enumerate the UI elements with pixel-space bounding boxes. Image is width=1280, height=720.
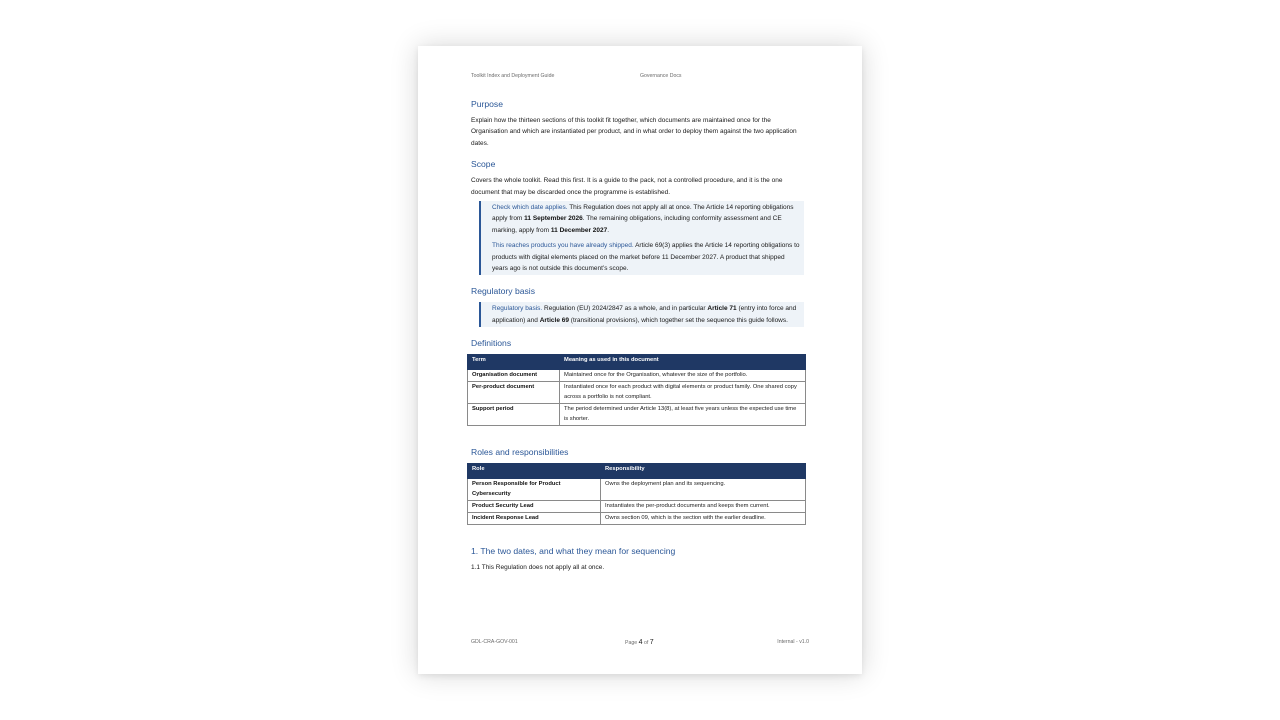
- footer-doc-id: GDL-CRA-GOV-001: [471, 639, 518, 645]
- col-role: Role: [468, 464, 601, 479]
- roles-table: [467, 463, 806, 525]
- header-title: Toolkit Index and Deployment Guide: [471, 73, 555, 79]
- table-row: [468, 370, 806, 382]
- date-callout: Check which date applies. This Regulation does not apply all at once. The Article 14 reporting obligations apply from 11 September 2026. The remaining obligations, including conformity assessment and CE marking, apply from 11 December 2027.: [492, 204, 794, 234]
- regulatory-heading: Regulatory basis: [471, 286, 536, 297]
- document-page: [418, 46, 862, 674]
- page-content: [471, 98, 807, 574]
- table-row: [468, 479, 806, 501]
- definitions-table: [467, 354, 806, 426]
- regulatory-lead: Regulatory basis.: [492, 305, 543, 313]
- date-callout-lead: Check which date applies.: [492, 204, 568, 212]
- date-reporting: 11 September 2026: [524, 215, 583, 223]
- scope-callout: [479, 201, 804, 275]
- col-term: Term: [468, 355, 560, 370]
- shipped-callout: This reaches products you have already shipped. Article 69(3) applies the Article 14 reporting obligations to products with digital elements placed on the market before 11 December 2027. A product that shipped years ago is not outside this document’s scope.: [492, 242, 800, 273]
- regulatory-callout: [479, 302, 804, 327]
- col-meaning: Meaning as used in this document: [560, 355, 806, 370]
- table-row: [468, 382, 806, 404]
- definitions-header-row: [468, 355, 806, 370]
- meaning-cell: The period determined under Article 13(8), at least five years unless the expected use time is shorter.: [560, 404, 806, 426]
- roles-heading: Roles and responsibilities: [471, 447, 569, 458]
- table-row: [468, 501, 806, 513]
- responsibility-cell: Owns section 09, which is the section with the earlier deadline.: [601, 513, 806, 525]
- scope-heading: Scope: [471, 159, 496, 170]
- date-remaining: 11 December 2027: [550, 226, 608, 234]
- purpose-text: Explain how the thirteen sections of this toolkit fit together, which documents are maintained once for the Organisation and which are instantiated per product, and in what order to deploy them against the two application dates.: [471, 117, 797, 147]
- term-cell: Per-product document: [468, 382, 560, 404]
- role-cell: Person Responsible for Product Cybersecurity: [468, 479, 601, 501]
- scope-text: Covers the whole toolkit. Read this first. It is a guide to the pack, not a controlled procedure, and it is the one document that may be discarded once the programme is established.: [471, 177, 783, 196]
- regulatory-text: Regulatory basis. Regulation (EU) 2024/2847 as a whole, and in particular Article 71 (entry into force and application) and Article 69 (transitional provisions), which together set the sequence this guide follows.: [492, 305, 797, 324]
- meaning-cell: Maintained once for the Organisation, whatever the size of the portfolio.: [560, 370, 806, 382]
- roles-header-row: [468, 464, 806, 479]
- term-cell: Organisation document: [468, 370, 560, 382]
- meaning-cell: Instantiated once for each product with digital elements or product family. One shared copy across a portfolio is not compliant.: [560, 382, 806, 404]
- header-category: Governance Docs: [640, 73, 682, 79]
- footer-page-number: Page 4 of 7: [625, 639, 654, 646]
- role-cell: Product Security Lead: [468, 501, 601, 513]
- table-row: [468, 404, 806, 426]
- footer-classification: Internal - v1.0: [777, 639, 809, 645]
- table-row: [468, 513, 806, 525]
- shipped-callout-lead: This reaches products you have already shipped.: [492, 242, 634, 250]
- purpose-heading: Purpose: [471, 99, 504, 109]
- responsibility-cell: Instantiates the per-product documents and keeps them current.: [601, 501, 806, 513]
- term-cell: Support period: [468, 404, 560, 426]
- responsibility-cell: Owns the deployment plan and its sequencing.: [601, 479, 806, 501]
- definitions-heading: Definitions: [471, 338, 512, 349]
- section-1-1-text: 1.1 This Regulation does not apply all at once.: [471, 564, 605, 572]
- section-1-heading: 1. The two dates, and what they mean for sequencing: [471, 546, 676, 557]
- role-cell: Incident Response Lead: [468, 513, 601, 525]
- col-responsibility: Responsibility: [601, 464, 806, 479]
